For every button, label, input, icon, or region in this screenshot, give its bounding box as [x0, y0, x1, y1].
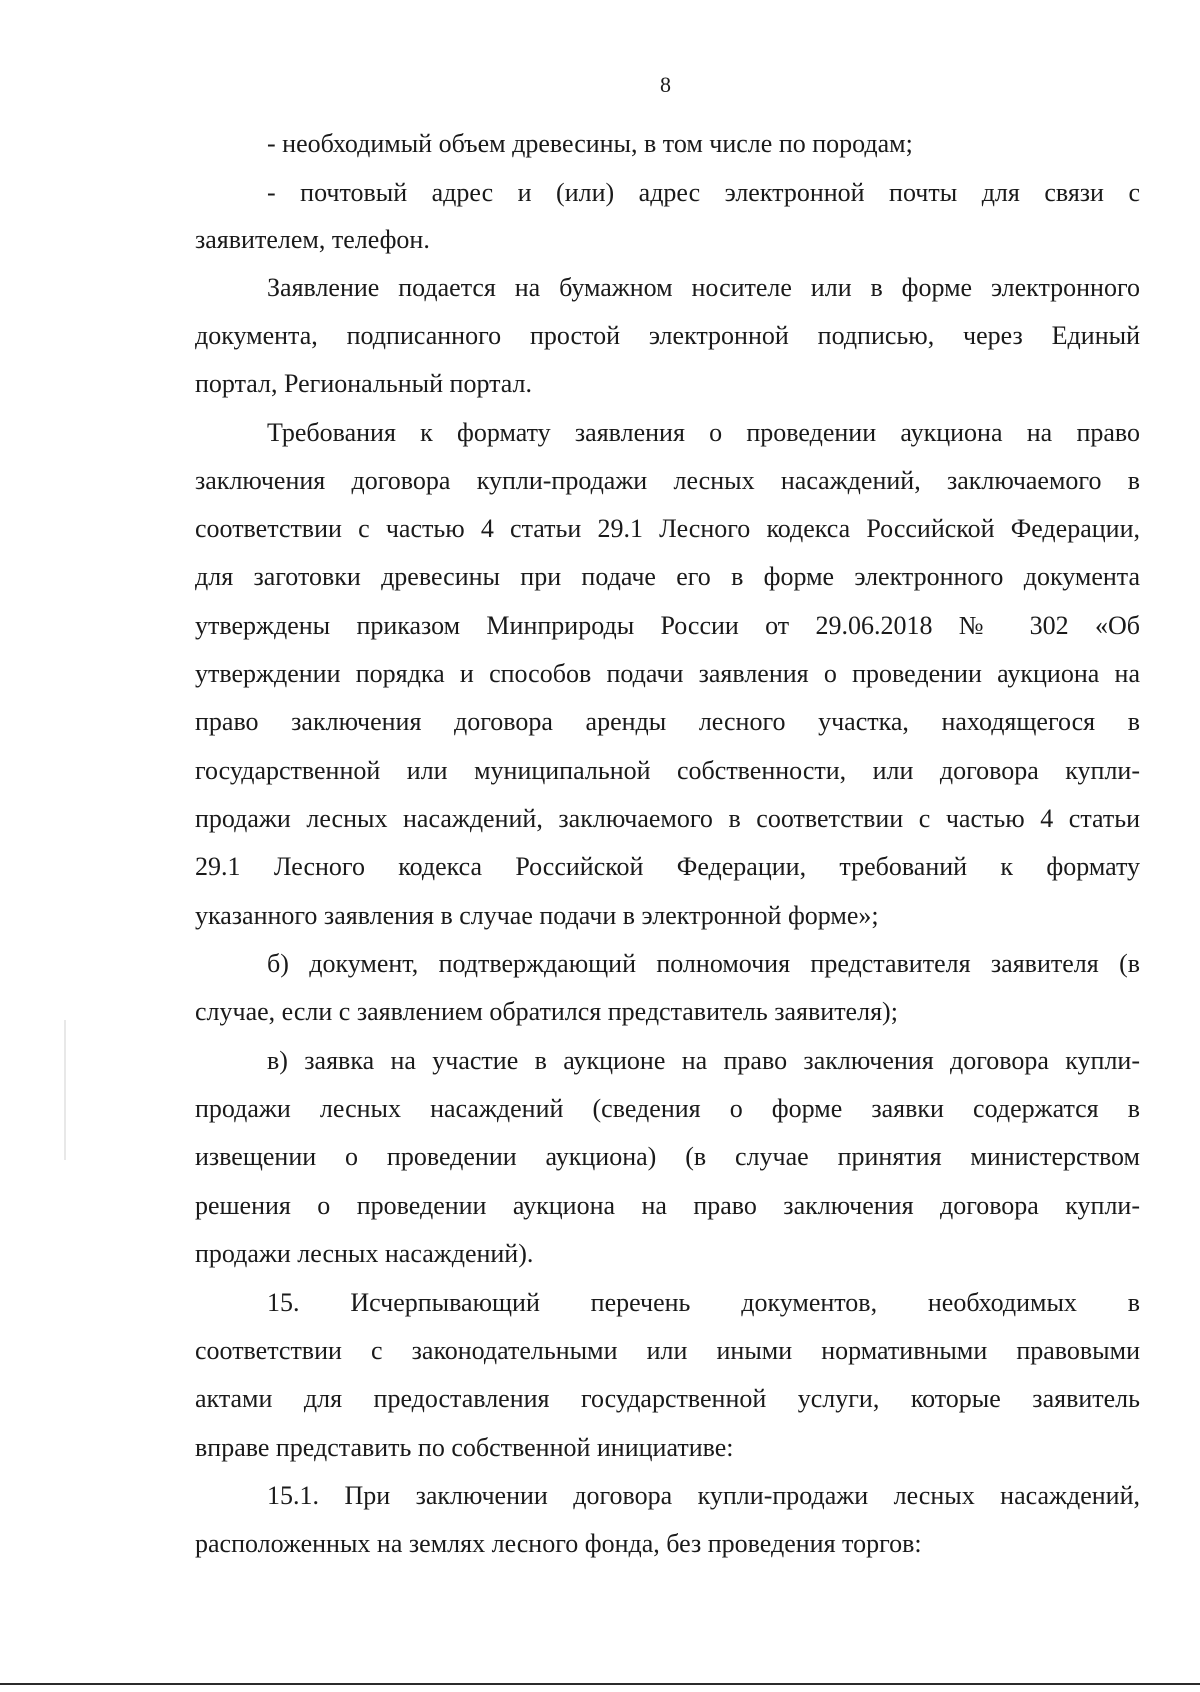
page-bottom-edge — [0, 1683, 1200, 1685]
paragraph-line: решения о проведении аукциона на право заключения договора купли- — [195, 1191, 1140, 1220]
paragraph-line: в) заявка на участие в аукционе на право заключения договора купли- — [267, 1046, 1140, 1075]
paragraph-line: Заявление подается на бумажном носителе или в форме электронного — [267, 273, 1140, 302]
paragraph-line: соответствии с законодательными или иными нормативными правовыми — [195, 1336, 1140, 1365]
paragraph-line: б) документ, подтверждающий полномочия представителя заявителя (в — [267, 949, 1140, 978]
paragraph-line: утверждении порядка и способов подачи заявления о проведении аукциона на — [195, 659, 1140, 688]
paragraph-line: портал, Региональный портал. — [195, 369, 533, 398]
paragraph-line: указанного заявления в случае подачи в электронной форме»; — [195, 901, 879, 930]
paragraph-line: случае, если с заявлением обратился представитель заявителя); — [195, 997, 898, 1026]
line-address: - почтовый адрес и (или) адрес электронной почты для связи с — [267, 178, 1140, 207]
scan-artifact — [64, 1020, 66, 1160]
paragraph-line: соответствии с частью 4 статьи 29.1 Лесного кодекса Российской Федерации, — [195, 514, 1140, 543]
line-volume: - необходимый объем древесины, в том числе по породам; — [267, 129, 913, 158]
paragraph-line: актами для предоставления государственной услуги, которые заявитель — [195, 1384, 1140, 1413]
paragraph-line: Требования к формату заявления о проведении аукциона на право — [267, 418, 1140, 447]
paragraph-line: для заготовки древесины при подаче его в форме электронного документа — [195, 562, 1140, 591]
page-number: 8 — [660, 72, 671, 97]
paragraph-line: документа, подписанного простой электронной подписью, через Единый — [195, 321, 1140, 350]
section-15-1-line: 15.1. При заключении договора купли-продажи лесных насаждений, — [267, 1481, 1140, 1510]
paragraph-line: извещении о проведении аукциона) (в случае принятия министерством — [195, 1142, 1140, 1171]
section-15-heading-line: 15. Исчерпывающий перечень документов, необходимых в — [267, 1288, 1140, 1317]
paragraph-line: 29.1 Лесного кодекса Российской Федерации, требований к формату — [195, 852, 1140, 881]
paragraph-line: заключения договора купли-продажи лесных насаждений, заключаемого в — [195, 466, 1140, 495]
paragraph-line: расположенных на землях лесного фонда, без проведения торгов: — [195, 1529, 922, 1558]
paragraph-line: вправе представить по собственной инициативе: — [195, 1433, 734, 1462]
paragraph-line: продажи лесных насаждений, заключаемого в соответствии с частью 4 статьи — [195, 804, 1140, 833]
paragraph-line: утверждены приказом Минприроды России от 29.06.2018 № 302 «Об — [195, 611, 1140, 640]
paragraph-line: продажи лесных насаждений). — [195, 1239, 534, 1268]
paragraph-line: право заключения договора аренды лесного участка, находящегося в — [195, 707, 1140, 736]
paragraph-line: продажи лесных насаждений (сведения о форме заявки содержатся в — [195, 1094, 1140, 1123]
line-address-end: заявителем, телефон. — [195, 225, 430, 254]
paragraph-line: государственной или муниципальной собственности, или договора купли- — [195, 756, 1140, 785]
